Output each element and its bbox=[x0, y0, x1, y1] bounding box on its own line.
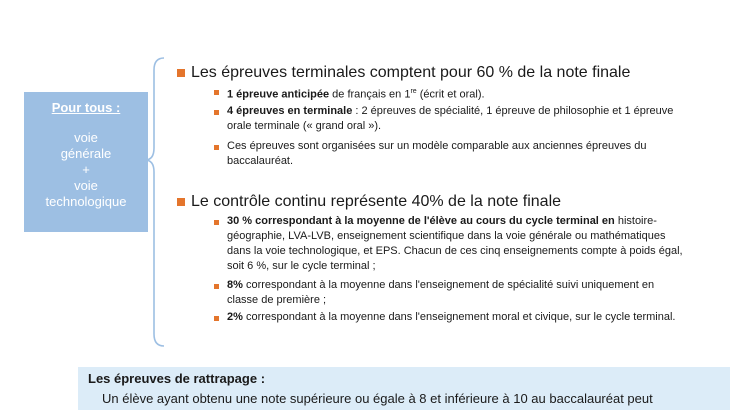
item-bold: 4 épreuves en terminale bbox=[227, 105, 353, 117]
audience-line: générale bbox=[60, 146, 112, 161]
section1-item-2 bbox=[227, 104, 687, 134]
section2-item-3 bbox=[227, 310, 687, 325]
section2-item-1 bbox=[227, 214, 687, 274]
item-bold: 1 épreuve anticipée bbox=[227, 88, 330, 101]
audience-box bbox=[24, 92, 148, 232]
audience-line: + bbox=[82, 162, 90, 177]
audience-line: technologique bbox=[45, 194, 127, 209]
bullet-square bbox=[177, 69, 185, 77]
rattrapage-text: Un élève ayant obtenu une note supérieure ou égale à 8 et inférieure à 10 au baccalauréat peut bbox=[102, 391, 653, 406]
item-bold: 2% bbox=[227, 311, 243, 323]
curly-brace bbox=[142, 56, 168, 348]
item-sup: re bbox=[410, 88, 417, 95]
audience-line: voie bbox=[74, 178, 98, 193]
sub-bullet bbox=[214, 316, 219, 321]
audience-line: voie bbox=[74, 130, 98, 145]
sub-bullet bbox=[214, 110, 219, 115]
bullet-square bbox=[177, 198, 185, 206]
item-text: histoire-géographie, LVA-LVB, enseignement scientifique dans la voie générale ou mathématiques dans la voie technologique, et EPS. Chacun de ces cinq enseignements compte à poids égal, soit 6 %, sur le cycle terminal ; bbox=[227, 215, 683, 272]
section2-item-2 bbox=[227, 278, 687, 308]
item-bold: 8% bbox=[227, 279, 243, 291]
sub-bullet bbox=[214, 90, 219, 95]
rattrapage-title: Les épreuves de rattrapage : bbox=[88, 371, 266, 386]
item-text: correspondant à la moyenne dans l'enseignement moral et civique, sur le cycle terminal. bbox=[242, 311, 676, 323]
audience-title: Pour tous : bbox=[51, 100, 121, 115]
section1-heading: Les épreuves terminales comptent pour 60 % de la note finale bbox=[191, 64, 631, 81]
item-text: (écrit et oral). bbox=[416, 88, 485, 101]
sub-bullet bbox=[214, 284, 219, 289]
sub-bullet bbox=[214, 145, 219, 150]
section2-heading: Le contrôle continu représente 40% de la note finale bbox=[191, 193, 562, 210]
item-text: correspondant à la moyenne dans l'enseignement de spécialité suivi uniquement en classe de première ; bbox=[227, 279, 655, 306]
item-text: : 2 épreuves de spécialité, 1 épreuve de philosophie et 1 épreuve orale terminale (« grand oral »). bbox=[227, 105, 674, 132]
sub-bullet bbox=[214, 220, 219, 225]
item-text: Ces épreuves sont organisées sur un modèle comparable aux anciennes épreuves du baccalauréat. bbox=[227, 140, 647, 167]
section1-item-1 bbox=[227, 84, 687, 103]
section1-item-3 bbox=[227, 139, 687, 169]
rattrapage-box bbox=[78, 367, 730, 410]
item-text: de français en 1 bbox=[329, 88, 411, 101]
item-bold: 30 % correspondant à la moyenne de l'élève au cours du cycle terminal en bbox=[227, 215, 615, 227]
